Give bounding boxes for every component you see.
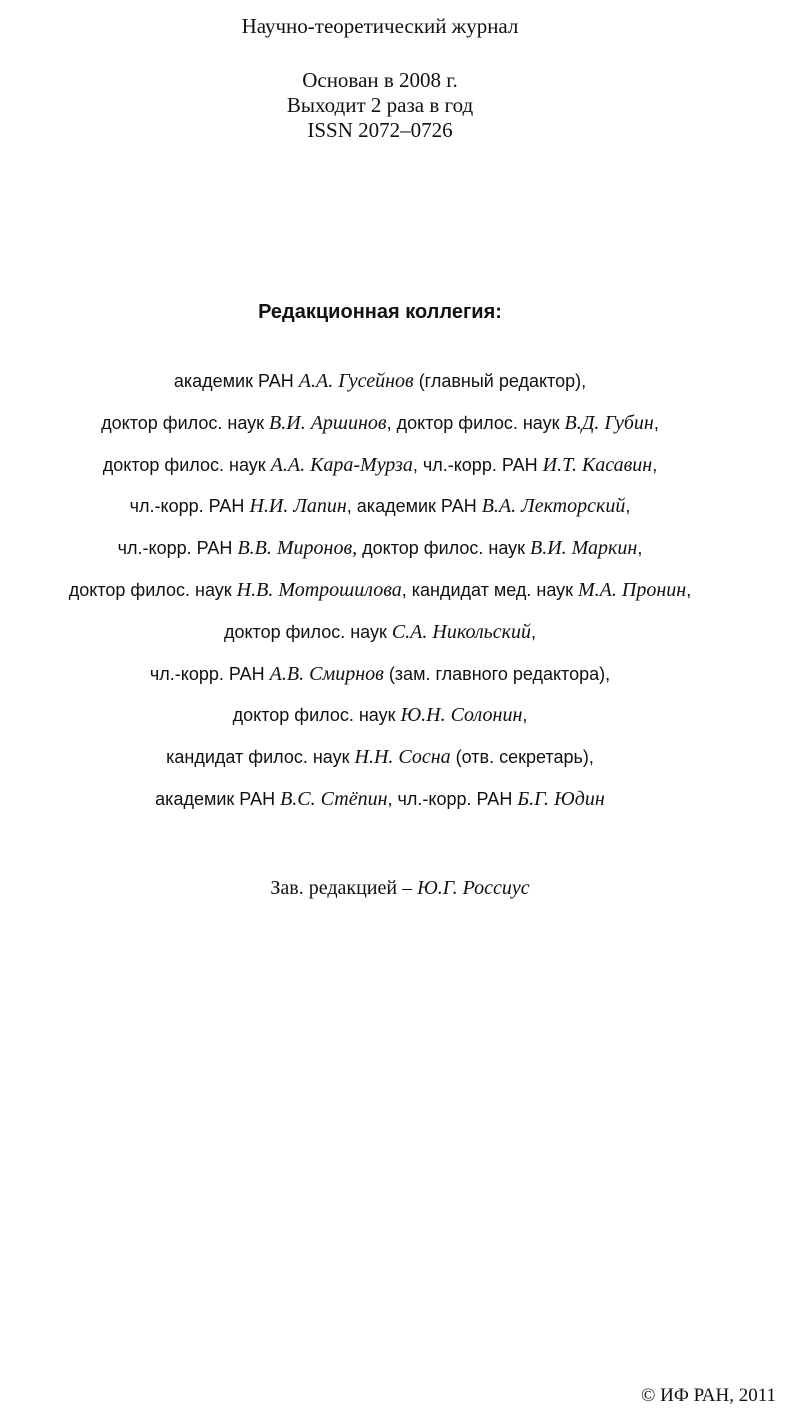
board-member-line xyxy=(0,785,760,827)
board-member-title: , xyxy=(653,412,659,433)
board-member-line xyxy=(0,451,760,493)
board-member-title: , xyxy=(652,454,658,475)
editorial-office-head xyxy=(0,876,788,900)
board-member-title: (отв. секретарь), xyxy=(450,747,594,768)
board-member-line xyxy=(0,492,760,534)
board-member-title: доктор филос. наук xyxy=(232,705,401,726)
board-member-name: В.И. Аршинов xyxy=(269,411,387,434)
board-member-title: академик РАН xyxy=(155,788,281,809)
board-member-title: , чл.-корр. РАН xyxy=(412,454,543,475)
board-member-title: , чл.-корр. РАН xyxy=(387,788,518,809)
board-member-title: доктор филос. наук xyxy=(68,579,237,600)
copyright-notice: © ИФ РАН, 2011 xyxy=(640,1385,776,1406)
board-member-title: доктор филос. наук xyxy=(102,454,271,475)
board-member-name: В.И. Маркин xyxy=(530,537,638,560)
board-member-title: академик РАН xyxy=(173,371,299,391)
board-member-name: И.Т. Касавин xyxy=(542,453,653,476)
publication-info xyxy=(0,68,760,143)
board-member-name: В.С. Стёпин xyxy=(280,787,388,810)
board-member-title: (главный редактор), xyxy=(413,371,587,391)
board-member-title: , доктор филос. наук xyxy=(386,412,565,433)
editorial-office-label: Зав. редакцией – xyxy=(270,877,418,899)
editorial-board-heading: Редакционная коллегия: xyxy=(258,301,502,323)
journal-type: Научно-теоретический журнал xyxy=(241,14,519,38)
board-member-name: Н.В. Мотрошилова xyxy=(236,578,402,601)
board-member-title: кандидат филос. наук xyxy=(166,747,355,768)
founded-year: Основан в 2008 г. xyxy=(302,68,458,92)
board-member-name: Н.Н. Сосна xyxy=(354,746,451,769)
board-member-title: , кандидат мед. наук xyxy=(401,579,579,600)
board-member-line xyxy=(0,743,760,785)
issn-number: ISSN 2072–0726 xyxy=(307,118,453,142)
board-member-title: , xyxy=(637,538,643,559)
board-member-line xyxy=(0,660,760,702)
board-member-title: , xyxy=(686,579,692,600)
board-member-title: чл.-корр. РАН xyxy=(149,663,270,684)
board-member-name: Н.И. Лапин xyxy=(249,495,347,518)
board-member-name: В.А. Лекторский xyxy=(481,495,626,518)
board-member-name: С.А. Никольский xyxy=(391,620,531,643)
board-member-title: (зам. главного редактора), xyxy=(383,663,611,684)
board-member-title: чл.-корр. РАН xyxy=(129,496,250,517)
board-member-title: , xyxy=(531,621,537,642)
board-member-line xyxy=(0,701,760,743)
board-member-title: , академик РАН xyxy=(346,496,482,517)
board-member-name: М.А. Пронин xyxy=(578,578,687,601)
board-member-title: , xyxy=(625,496,631,517)
board-member-line xyxy=(0,534,760,576)
publication-frequency: Выходит 2 раза в год xyxy=(286,93,474,117)
board-member-name: В.В. Миронов, xyxy=(237,537,358,560)
board-member-name: А.В. Смирнов xyxy=(269,662,384,685)
board-member-name: А.А. Кара-Мурза xyxy=(270,453,413,476)
editorial-board-list xyxy=(0,367,760,827)
board-member-title: чл.-корр. РАН xyxy=(117,538,238,559)
board-member-line xyxy=(0,576,760,618)
board-member-name: Б.Г. Юдин xyxy=(517,787,605,810)
board-member-title: доктор филос. наук xyxy=(223,621,392,642)
board-member-line xyxy=(0,367,760,409)
board-member-line xyxy=(0,409,760,451)
board-member-line xyxy=(0,618,760,660)
board-member-name: В.Д. Губин xyxy=(564,411,654,434)
board-member-title: доктор филос. наук xyxy=(357,538,531,559)
board-member-name: Ю.Н. Солонин xyxy=(400,704,523,727)
editorial-office-name: Ю.Г. Россиус xyxy=(417,877,530,899)
board-member-title: доктор филос. наук xyxy=(101,412,270,433)
board-member-name: А.А. Гусейнов xyxy=(298,370,414,392)
board-member-title: , xyxy=(522,705,528,726)
